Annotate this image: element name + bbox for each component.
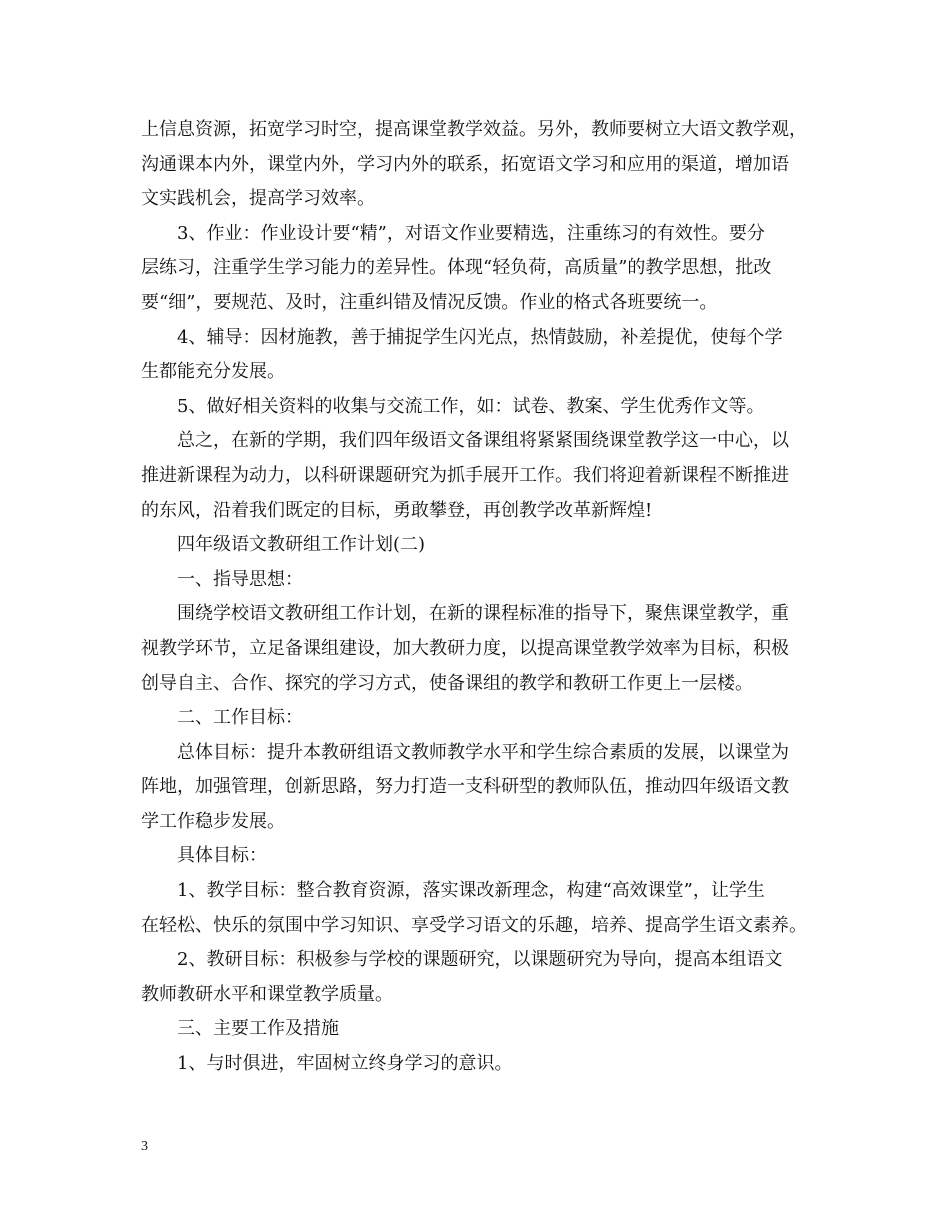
paragraph-first-line: 1、与时俱进，牢固树立终身学习的意识。 [177,1053,513,1075]
paragraph-first-line: 4、辅导：因材施教，善于捕捉学生闪光点，热情鼓励，补差提优，使每个学 [177,326,783,348]
text-line: 视教学环节，立足备课组建设，加大教研力度，以提高课堂教学效率为目标，积极 [141,637,789,659]
paragraph-first-line: 总体目标：提升本教研组语文教师教学水平和学生综合素质的发展，以课堂为 [177,741,789,763]
text-line: 要“细”，要规范、及时，注重纠错及情况反馈。作业的格式各班要统一。 [141,291,718,313]
text-line: 文实践机会，提高学习效率。 [141,188,375,210]
page-number: 3 [141,1139,148,1154]
text-line: 生都能充分发展。 [141,361,285,383]
paragraph-first-line: 5、做好相关资料的收集与交流工作，如：试卷、教案、学生优秀作文等。 [177,395,765,417]
text-line: 的东风，沿着我们既定的目标，勇敢攀登，再创教学改革新辉煌! [141,499,653,521]
document-body [141,113,827,1082]
text-line: 沟通课本内外，课堂内外，学习内外的联系，拓宽语文学习和应用的渠道，增加语 [141,153,789,175]
text-line: 教师教研水平和课堂教学质量。 [141,983,393,1005]
text-line: 上信息资源，拓宽学习时空，提高课堂教学效益。另外，教师要树立大语文教学观， [141,119,807,140]
section-heading: 一、指导思想： [177,568,303,590]
paragraph-first-line: 2、教研目标：积极参与学校的课题研究，以课题研究为导向，提高本组语文 [177,949,783,971]
text-line: 层练习，注重学生学习能力的差异性。体现“轻负荷，高质量”的教学思想，批改 [141,257,772,279]
text-line: 阵地，加强管理，创新思路，努力打造一支科研型的教师队伍，推动四年级语文教 [141,776,789,798]
paragraph-first-line: 围绕学校语文教研组工作计划，在新的课程标准的指导下，聚焦课堂教学，重 [177,603,789,625]
paragraph-first-line: 1、教学目标：整合教育资源，落实课改新理念，构建“高效课堂”，让学生 [177,880,765,902]
section-title: 四年级语文教研组工作计划(二) [177,534,426,556]
section-heading: 具体目标： [177,845,267,867]
text-line: 创导自主、合作、探究的学习方式，使备课组的教学和教研工作更上一层楼。 [141,672,753,694]
section-heading: 二、工作目标： [177,707,303,729]
section-heading: 三、主要工作及措施 [177,1018,339,1040]
paragraph-first-line: 3、作业：作业设计要“精”，对语文作业要精选，注重练习的有效性。要分 [177,222,765,244]
text-line: 在轻松、快乐的氛围中学习知识、享受学习语文的乐趣，培养、提高学生语文素养。 [141,914,807,936]
text-line: 推进新课程为动力，以科研课题研究为抓手展开工作。我们将迎着新课程不断推进 [141,464,789,486]
paragraph-first-line: 总之，在新的学期，我们四年级语文备课组将紧紧围绕课堂教学这一中心，以 [177,430,789,452]
text-line: 学工作稳步发展。 [141,810,285,832]
